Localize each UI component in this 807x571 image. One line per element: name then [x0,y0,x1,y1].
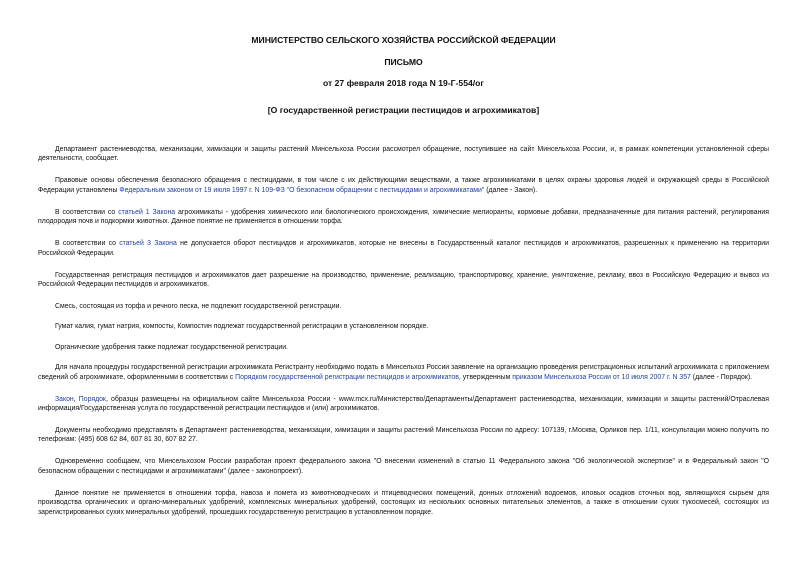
document-type: ПИСЬМО [384,57,423,67]
paragraph [38,176,769,195]
paragraph-text: В соответствии со [55,208,119,216]
paragraph: Государственная регистрация пестицидов и агрохимикатов дает разрешение на производство, применение, реализацию, транспортировку, хранение, уничтожение, рекламу, ввоз в Российскую Федерацию и вывоз из Российской Федерации пестицидов и агрохимикатов. [38,271,769,289]
document-body [38,145,769,530]
ministry-order-link[interactable]: приказом Минсельхоза России от 10 июля 2007 г. N 357 [512,373,691,381]
paragraph [38,395,769,414]
paragraph [38,239,769,258]
paragraph-text: (далее - Порядок). [690,373,753,381]
paragraph-text: , [73,395,79,403]
paragraph: Органические удобрения также подлежат государственной регистрации. [55,343,288,351]
paragraph-text: агрохимикаты - удобрения химического или биологического происхождения, химические мелиоранты, кормовые добавки, предназначенные для питания растений, регулирования плодородия почв и подкормки животных. Данное понятие не применяется в отношении торфа. [38,208,769,226]
paragraph: Гумат калия, гумат натрия, компосты, Компостин подлежат государственной регистрации в установленном порядке. [55,323,429,331]
procedure-link[interactable]: Порядок [78,395,106,403]
paragraph-text: Для начала процедуры государственной регистрации агрохимиката Регистранту необходимо подать в Минсельхоз России заявление на организацию проведения регистрационных испытаний агрохимиката с приложением сведений об агрохимикате, оформленными в соответствии с [38,364,769,381]
paragraph: Смесь, состоящая из торфа и речного песка, не подлежит государственной регистрации. [55,303,342,311]
registration-procedure-link[interactable]: Порядком государственной регистрации пестицидов и агрохимикатов [235,373,459,381]
article-1-link[interactable]: статьей 1 Закона [118,208,176,216]
paragraph-text: Правовые основы обеспечения безопасного обращения с пестицидами, в том числе с их действующими веществами, а также агрохимикатами в целях охраны здоровья людей и окружающей среды в Российской Федерации установлены [38,177,769,194]
paragraph-text: , утвержденным [458,373,513,381]
document-subject: [О государственной регистрации пестицидов и агрохимикатов] [267,105,540,115]
paragraph-text: не допускается оборот пестицидов и агрохимикатов, которые не внесены в Государственный каталог пестицидов и агрохимикатов, разрешенных к применению на территории Российской Федерации. [38,240,769,257]
law-link[interactable]: Закон [55,395,74,403]
article-3-link[interactable]: статьей 3 Закона [119,240,177,248]
paragraph: Данное понятие не применяется в отношении торфа, навоза и помета из животноводческих и птицеводческих помещений, донных отложений водоемов, иловых осадков сточных вод, являющихся сырьем для производства органических и органо-минеральных удобрений, комплексных минеральных удобрений, состоящих из нескольких основных питательных элементов, а также в отношении сухих тукосмесей, состоящих из зарегистрированных сухих минеральных удобрений, прошедших государственную регистрацию в установленном порядке. [38,489,769,516]
paragraph: Департамент растениеводства, механизации, химизации и защиты растений Минсельхоза России рассмотрел обращение, поступившее на сайт Минсельхоза России, и, в рамках компетенции установленной сферы деятельности, сообщает. [38,146,769,163]
paragraph: Одновременно сообщаем, что Минсельхозом России разработан проект федерального закона "О внесении изменений в статью 11 Федерального закона "Об экологической экспертизе" и в Федеральный закон "О безопасном обращении с пестицидами и агрохимикатами" (далее - законопроект). [38,458,769,475]
paragraph: Документы необходимо представлять в Департамент растениеводства, механизации, химизации и защиты растений Минсельхоза России по адресу: 107139, г.Москва, Орликов пер. 1/11, консультации можно получить по телефонам: (495) 608 62 84, 607 81 30, 607 82 27. [38,427,769,444]
document-date-number: от 27 февраля 2018 года N 19-Г-554/ог [323,78,484,88]
federal-law-link[interactable]: Федеральным законом от 19 июля 1997 г. N 109-ФЗ "О безопасном обращении с пестицидами и агрохимикатами" [119,186,485,194]
paragraph-text: В соответствии со [55,240,120,248]
paragraph-text: , образцы размещены на официальном сайте Минсельхоза России - www.mcx.ru/Министерство/Департаменты/Департамент растениеводства, механизации, химизации и защиты растений/Отраслевая информация/Государственная услуга по государственной регистрации пестицидов и (или) агрохимикатов. [38,395,769,413]
ministry-heading: МИНИСТЕРСТВО СЕЛЬСКОГО ХОЗЯЙСТВА РОССИЙСКОЙ ФЕДЕРАЦИИ [251,35,556,45]
paragraph [38,363,769,382]
paragraph-text: (далее - Закон). [484,186,538,194]
paragraph [38,208,769,227]
